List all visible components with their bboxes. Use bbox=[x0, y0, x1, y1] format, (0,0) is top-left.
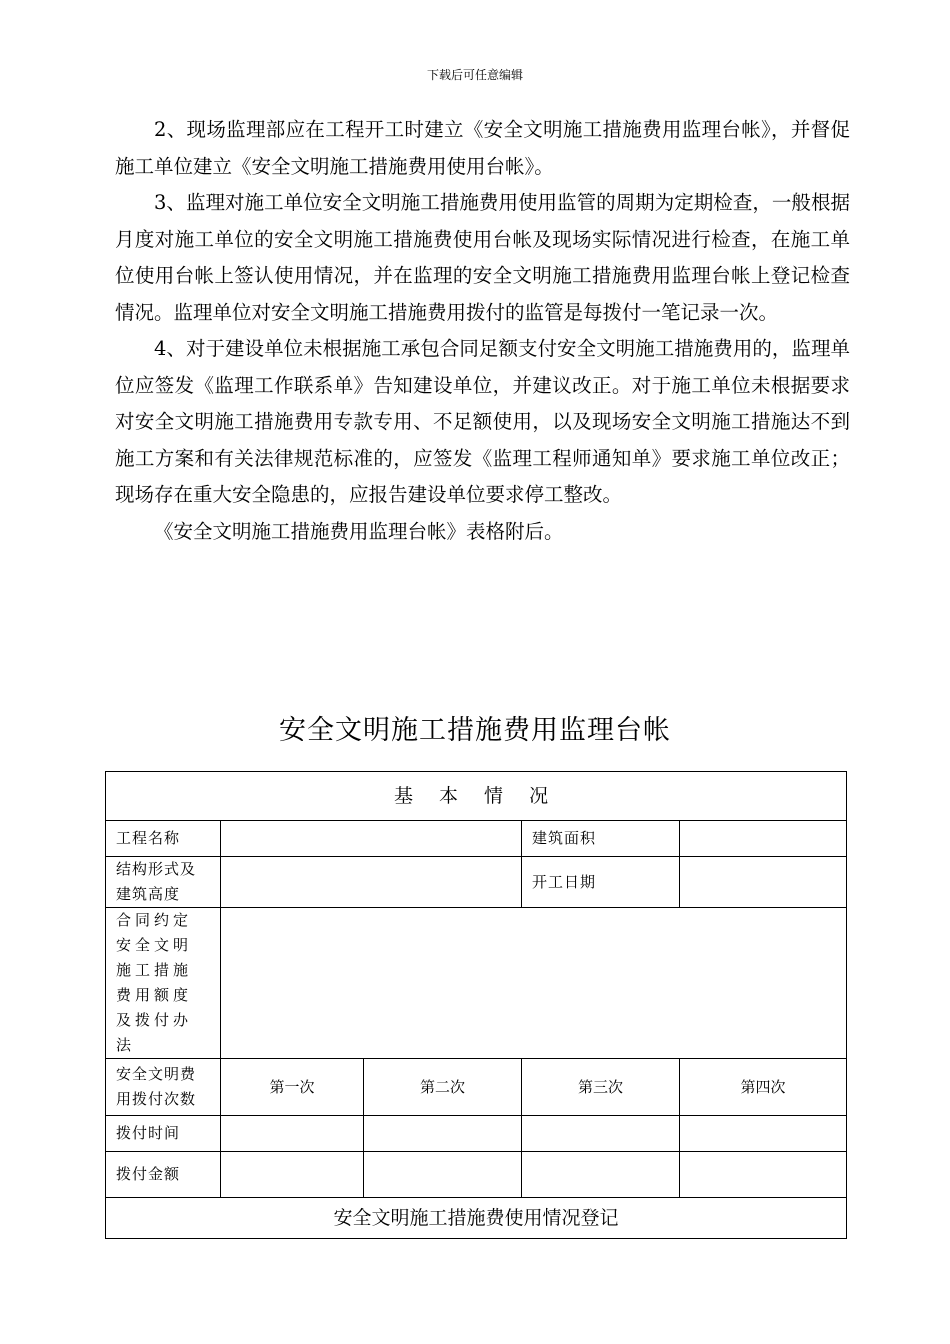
document-title: 安全文明施工措施费用监理台帐 bbox=[279, 715, 671, 746]
payment-amount-1[interactable] bbox=[221, 1152, 364, 1198]
payment-amount-2[interactable] bbox=[364, 1152, 522, 1198]
payment-time-1[interactable] bbox=[221, 1116, 364, 1152]
structure-value[interactable] bbox=[221, 857, 522, 908]
payment-amount-3[interactable] bbox=[522, 1152, 680, 1198]
structure-label: 结构形式及建筑高度 bbox=[106, 857, 221, 908]
table-row bbox=[106, 772, 847, 821]
payment-amount-4[interactable] bbox=[680, 1152, 847, 1198]
table-row bbox=[106, 908, 847, 1059]
paragraph-3: 3、监理对施工单位安全文明施工措施费用使用监管的周期为定期检查，一般根据月度对施工单位的安全文明施工措施费使用台帐及现场实际情况进行检查，在施工单位使用台帐上签认使用情况，并在监理的安全文明施工措施费用监理台帐上登记检查情况。监理单位对安全文明施工措施费用拨付的监管是每拨付一笔记录一次。 bbox=[115, 191, 850, 324]
table-row bbox=[106, 1152, 847, 1198]
header-note: 下载后可任意编辑 bbox=[426, 68, 523, 82]
contract-terms-label: 合同约定安全文明施工措施费用额度及拨付办法 bbox=[106, 908, 221, 1059]
payment-time-4[interactable] bbox=[680, 1116, 847, 1152]
payment-4-label: 第四次 bbox=[680, 1059, 847, 1116]
section-header-basic-info: 基 本 情 况 bbox=[106, 772, 847, 821]
contract-terms-value[interactable] bbox=[221, 908, 847, 1059]
payment-count-label: 安全文明费用拨付次数 bbox=[106, 1059, 221, 1116]
table-row bbox=[106, 821, 847, 857]
payment-amount-label: 拨付金额 bbox=[106, 1152, 221, 1198]
usage-registration-header: 安全文明施工措施费使用情况登记 bbox=[106, 1198, 847, 1239]
ledger-table bbox=[105, 771, 847, 1239]
start-date-value[interactable] bbox=[680, 857, 847, 908]
body-text bbox=[115, 112, 850, 550]
payment-2-label: 第二次 bbox=[364, 1059, 522, 1116]
table-row bbox=[106, 1198, 847, 1239]
paragraph-4: 4、对于建设单位未根据施工承包合同足额支付安全文明施工措施费用的，监理单位应签发《监理工作联系单》告知建设单位，并建议改正。对于施工单位未根据要求对安全文明施工措施费用专款专用、不足额使用，以及现场安全文明施工措施达不到施工方案和有关法律规范标准的，应签发《监理工程师通知单》要求施工单位改正；现场存在重大安全隐患的，应报告建设单位要求停工整改。 bbox=[115, 337, 850, 506]
building-area-value[interactable] bbox=[680, 821, 847, 857]
payment-time-3[interactable] bbox=[522, 1116, 680, 1152]
payment-time-2[interactable] bbox=[364, 1116, 522, 1152]
building-area-label: 建筑面积 bbox=[522, 821, 680, 857]
payment-3-label: 第三次 bbox=[522, 1059, 680, 1116]
payment-1-label: 第一次 bbox=[221, 1059, 364, 1116]
start-date-label: 开工日期 bbox=[522, 857, 680, 908]
paragraph-2: 2、现场监理部应在工程开工时建立《安全文明施工措施费用监理台帐》，并督促施工单位建立《安全文明施工措施费用使用台帐》。 bbox=[115, 118, 850, 178]
payment-time-label: 拨付时间 bbox=[106, 1116, 221, 1152]
table-row bbox=[106, 1116, 847, 1152]
table-row bbox=[106, 1059, 847, 1116]
table-row bbox=[106, 857, 847, 908]
project-name-value[interactable] bbox=[221, 821, 522, 857]
paragraph-attachment-note: 《安全文明施工措施费用监理台帐》表格附后。 bbox=[154, 519, 564, 543]
project-name-label: 工程名称 bbox=[106, 821, 221, 857]
